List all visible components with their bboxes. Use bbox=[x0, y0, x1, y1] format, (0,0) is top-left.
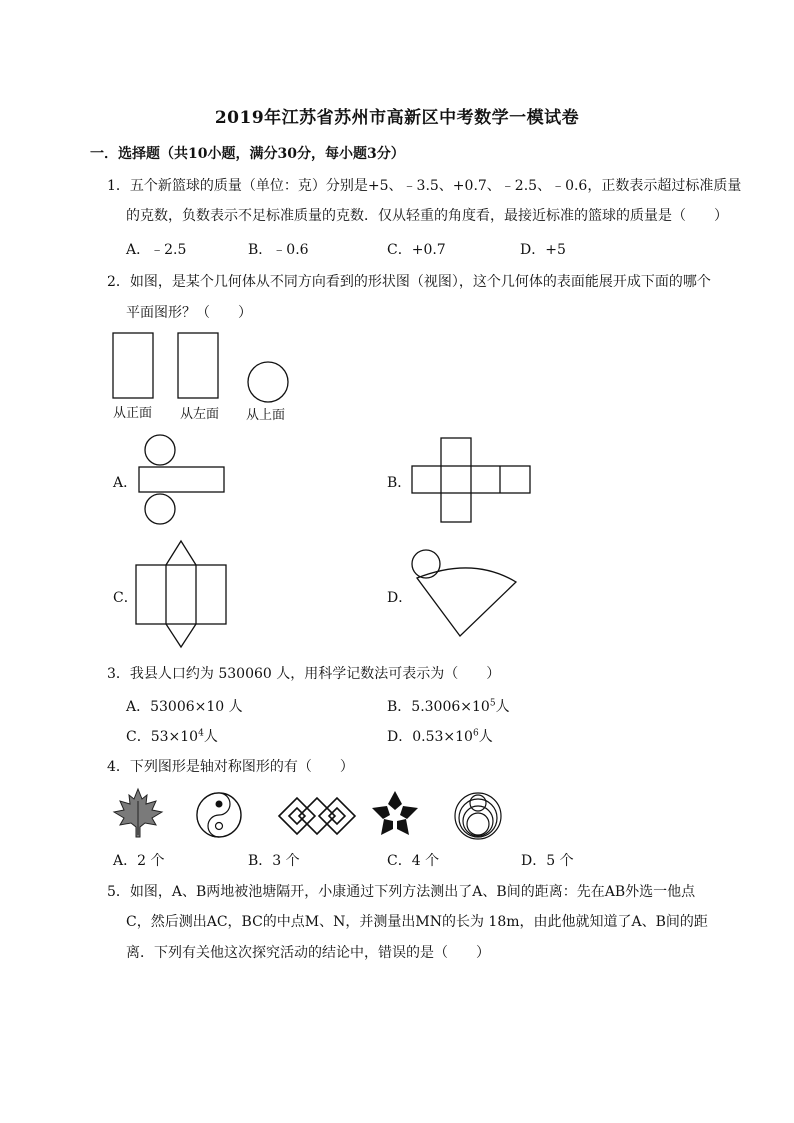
front-view-rect bbox=[113, 333, 153, 398]
q5-line3: 离．下列有关他这次探究活动的结论中，错误的是（ ） bbox=[126, 945, 490, 961]
q4-option-c: C．4 个 bbox=[387, 853, 440, 869]
q5-line2: C，然后测出AC，BC的中点M、N，并测量出MN的长为 18m，由此他就知道了A、B间的距 bbox=[126, 914, 708, 930]
chinese-knot-icon bbox=[276, 795, 358, 837]
q2-line2: 平面图形？（ ） bbox=[126, 305, 252, 321]
net-b-figure bbox=[408, 434, 536, 526]
net-c-figure bbox=[132, 538, 232, 650]
q5-line1: 5．如图，A、B两地被池塘隔开，小康通过下列方法测出了A、B间的距离：先在AB外选一他点 bbox=[107, 884, 696, 900]
q1-option-c: C．+0.7 bbox=[387, 242, 446, 258]
net-d-figure bbox=[405, 544, 525, 642]
q3-option-b: B．$5.3006\times 10^5$人 bbox=[387, 698, 510, 715]
taiji-icon bbox=[194, 790, 244, 840]
q2-line1: 2．如图，是某个几何体从不同方向看到的形状图（视图），这个几何体的表面能展开成下面的哪个 bbox=[107, 274, 711, 290]
q4-option-a: A．2 个 bbox=[113, 853, 165, 869]
q1-line2: 的克数，负数表示不足标准质量的克数．仅从轻重的角度看，最接近标准的篮球的质量是（ ） bbox=[126, 208, 728, 224]
q1-line1: 1．五个新篮球的质量（单位：克）分别是+5、﹣3.5、+0.7、﹣2.5、﹣0.6，正数表示超过标准质量 bbox=[107, 178, 742, 194]
q1-option-d: D．+5 bbox=[520, 242, 566, 258]
q1-option-a: A．﹣2.5 bbox=[126, 242, 187, 258]
q4-line1: 4．下列图形是轴对称图形的有（ ） bbox=[107, 759, 354, 775]
q3-line1: 3．我县人口约为 530060 人，用科学记数法可表示为（ ） bbox=[107, 666, 501, 682]
page-title: 2019年江苏省苏州市高新区中考数学一模试卷 bbox=[214, 108, 580, 128]
q2-option-d-label: D． bbox=[387, 590, 413, 606]
side-view-rect bbox=[178, 333, 218, 398]
view-label-left: 从左面 bbox=[180, 407, 220, 422]
concentric-circles-icon bbox=[452, 790, 504, 842]
q3-option-a: A．53006×10 人 bbox=[126, 699, 243, 715]
section-heading: 一．选择题（共10小题，满分30分，每小题3分） bbox=[90, 146, 405, 162]
net-a-figure bbox=[130, 432, 235, 528]
pentagon-flower-icon bbox=[369, 789, 421, 839]
view-label-top: 从上面 bbox=[246, 408, 286, 423]
q2-option-b-label: B． bbox=[387, 475, 412, 491]
q2-option-a-label: A． bbox=[113, 475, 138, 491]
q3-option-c: C．$53\times 10^4$人 bbox=[126, 728, 218, 745]
q4-option-d: D．5 个 bbox=[521, 853, 574, 869]
q1-option-b: B．﹣0.6 bbox=[248, 242, 309, 258]
top-view-circle bbox=[248, 362, 288, 402]
q3-option-d: D．$0.53\times 10^6$人 bbox=[387, 728, 493, 745]
q2-option-c-label: C． bbox=[113, 590, 138, 606]
view-label-front: 从正面 bbox=[113, 406, 153, 421]
q4-option-b: B．3 个 bbox=[248, 853, 300, 869]
maple-leaf-icon bbox=[112, 787, 164, 839]
